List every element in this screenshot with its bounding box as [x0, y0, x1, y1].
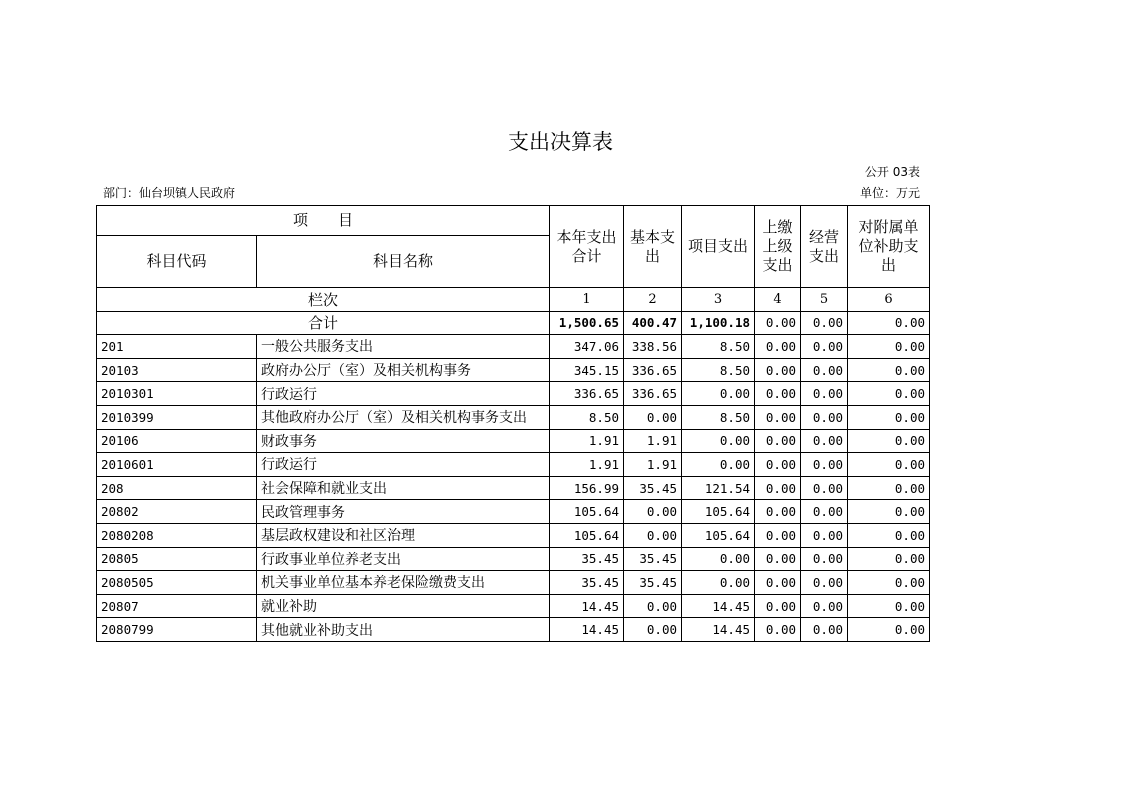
subject-code-cell: 208 — [97, 476, 257, 500]
amount-cell: 0.00 — [848, 547, 930, 571]
amount-cell: 14.45 — [550, 618, 624, 642]
amount-cell: 0.00 — [801, 500, 848, 524]
amount-cell: 8.50 — [550, 405, 624, 429]
table-row — [97, 618, 930, 642]
amount-cell: 35.45 — [624, 571, 682, 595]
index-cell: 2 — [624, 288, 682, 312]
subject-name-cell: 基层政权建设和社区治理 — [257, 523, 550, 547]
amount-cell: 0.00 — [848, 618, 930, 642]
amount-cell: 35.45 — [550, 571, 624, 595]
amount-cell: 0.00 — [755, 523, 801, 547]
amount-cell: 1.91 — [550, 453, 624, 477]
subject-name-cell: 社会保障和就业支出 — [257, 476, 550, 500]
total-cell: 1,100.18 — [682, 311, 755, 335]
subject-code-cell: 20802 — [97, 500, 257, 524]
subject-code-cell: 20805 — [97, 547, 257, 571]
amount-cell: 0.00 — [755, 405, 801, 429]
amount-cell: 338.56 — [624, 335, 682, 359]
amount-cell: 14.45 — [550, 594, 624, 618]
header-business-expenditure: 经营支出 — [801, 206, 848, 288]
subject-name-cell: 就业补助 — [257, 594, 550, 618]
header-project: 项 目 — [97, 206, 550, 236]
header-subject-code: 科目代码 — [97, 236, 257, 288]
form-number: 公开 03表 — [864, 165, 920, 179]
subject-name-cell: 一般公共服务支出 — [257, 335, 550, 359]
index-cell: 1 — [550, 288, 624, 312]
amount-cell: 347.06 — [550, 335, 624, 359]
subject-name-cell: 其他就业补助支出 — [257, 618, 550, 642]
amount-cell: 105.64 — [682, 523, 755, 547]
index-cell: 3 — [682, 288, 755, 312]
subject-code-cell: 2010301 — [97, 382, 257, 406]
total-cell: 400.47 — [624, 311, 682, 335]
amount-cell: 8.50 — [682, 358, 755, 382]
amount-cell: 0.00 — [801, 594, 848, 618]
subject-name-cell: 机关事业单位基本养老保险缴费支出 — [257, 571, 550, 595]
header-remit-superior: 上缴上级支出 — [755, 206, 801, 288]
amount-cell: 345.15 — [550, 358, 624, 382]
amount-cell: 0.00 — [848, 429, 930, 453]
amount-cell: 0.00 — [755, 476, 801, 500]
amount-cell: 0.00 — [801, 335, 848, 359]
index-cell: 6 — [848, 288, 930, 312]
amount-cell: 0.00 — [848, 453, 930, 477]
total-cell: 0.00 — [848, 311, 930, 335]
total-cell: 1,500.65 — [550, 311, 624, 335]
index-label: 栏次 — [97, 288, 550, 312]
subject-name-cell: 政府办公厅（室）及相关机构事务 — [257, 358, 550, 382]
amount-cell: 14.45 — [682, 594, 755, 618]
amount-cell: 0.00 — [755, 382, 801, 406]
subject-name-cell: 民政管理事务 — [257, 500, 550, 524]
subject-code-cell: 20103 — [97, 358, 257, 382]
table-row — [97, 429, 930, 453]
table-row — [97, 405, 930, 429]
amount-cell: 0.00 — [848, 571, 930, 595]
amount-cell: 0.00 — [801, 571, 848, 595]
amount-cell: 0.00 — [848, 594, 930, 618]
table-body — [97, 288, 930, 642]
amount-cell: 105.64 — [550, 500, 624, 524]
amount-cell: 35.45 — [624, 476, 682, 500]
amount-cell: 0.00 — [755, 594, 801, 618]
amount-cell: 0.00 — [801, 523, 848, 547]
index-cell: 5 — [801, 288, 848, 312]
amount-cell: 0.00 — [755, 335, 801, 359]
table-row — [97, 358, 930, 382]
table-row — [97, 500, 930, 524]
amount-cell: 0.00 — [624, 500, 682, 524]
subject-code-cell: 2080208 — [97, 523, 257, 547]
header-subsidiary-subsidy: 对附属单位补助支出 — [848, 206, 930, 288]
subject-code-cell: 2010399 — [97, 405, 257, 429]
amount-cell: 0.00 — [624, 523, 682, 547]
document-title: 支出决算表 — [508, 130, 613, 154]
table-row — [97, 335, 930, 359]
amount-cell: 121.54 — [682, 476, 755, 500]
amount-cell: 0.00 — [801, 547, 848, 571]
amount-cell: 0.00 — [801, 382, 848, 406]
amount-cell: 0.00 — [848, 335, 930, 359]
table-row — [97, 547, 930, 571]
amount-cell: 0.00 — [801, 618, 848, 642]
table-row — [97, 453, 930, 477]
amount-cell: 0.00 — [755, 618, 801, 642]
amount-cell: 336.65 — [550, 382, 624, 406]
amount-cell: 0.00 — [624, 594, 682, 618]
amount-cell: 0.00 — [755, 453, 801, 477]
amount-cell: 0.00 — [848, 382, 930, 406]
total-label: 合计 — [97, 311, 550, 335]
amount-cell: 0.00 — [848, 476, 930, 500]
table-row — [97, 382, 930, 406]
amount-cell: 14.45 — [682, 618, 755, 642]
amount-cell: 0.00 — [682, 453, 755, 477]
amount-cell: 0.00 — [801, 453, 848, 477]
subject-name-cell: 行政运行 — [257, 453, 550, 477]
header-subject-name: 科目名称 — [257, 236, 550, 288]
amount-cell: 0.00 — [848, 523, 930, 547]
amount-cell: 105.64 — [682, 500, 755, 524]
total-row — [97, 311, 930, 335]
amount-cell: 1.91 — [550, 429, 624, 453]
table-row — [97, 523, 930, 547]
subject-name-cell: 行政运行 — [257, 382, 550, 406]
header-basic-expenditure: 基本支出 — [624, 206, 682, 288]
amount-cell: 336.65 — [624, 382, 682, 406]
table-row — [97, 476, 930, 500]
amount-cell: 0.00 — [848, 358, 930, 382]
amount-cell: 35.45 — [624, 547, 682, 571]
amount-cell: 0.00 — [801, 405, 848, 429]
subject-code-cell: 2010601 — [97, 453, 257, 477]
subject-code-cell: 2080799 — [97, 618, 257, 642]
subject-name-cell: 财政事务 — [257, 429, 550, 453]
amount-cell: 0.00 — [682, 571, 755, 595]
total-cell: 0.00 — [755, 311, 801, 335]
subject-code-cell: 201 — [97, 335, 257, 359]
subject-code-cell: 20807 — [97, 594, 257, 618]
expenditure-table — [96, 205, 930, 642]
unit-label: 单位：万元 — [859, 186, 920, 200]
amount-cell: 35.45 — [550, 547, 624, 571]
amount-cell: 1.91 — [624, 429, 682, 453]
total-cell: 0.00 — [801, 311, 848, 335]
amount-cell: 8.50 — [682, 335, 755, 359]
amount-cell: 1.91 — [624, 453, 682, 477]
amount-cell: 0.00 — [801, 429, 848, 453]
table-row — [97, 571, 930, 595]
amount-cell: 105.64 — [550, 523, 624, 547]
header-total-expenditure: 本年支出合计 — [550, 206, 624, 288]
amount-cell: 0.00 — [801, 358, 848, 382]
amount-cell: 0.00 — [755, 500, 801, 524]
amount-cell: 0.00 — [682, 382, 755, 406]
amount-cell: 0.00 — [755, 571, 801, 595]
subject-code-cell: 2080505 — [97, 571, 257, 595]
amount-cell: 156.99 — [550, 476, 624, 500]
table-row — [97, 594, 930, 618]
amount-cell: 336.65 — [624, 358, 682, 382]
department-label: 部门：仙台坝镇人民政府 — [103, 186, 236, 200]
subject-name-cell: 行政事业单位养老支出 — [257, 547, 550, 571]
subject-name-cell: 其他政府办公厅（室）及相关机构事务支出 — [257, 405, 550, 429]
index-row — [97, 288, 930, 312]
amount-cell: 0.00 — [755, 429, 801, 453]
subject-code-cell: 20106 — [97, 429, 257, 453]
amount-cell: 0.00 — [624, 405, 682, 429]
amount-cell: 0.00 — [682, 547, 755, 571]
amount-cell: 8.50 — [682, 405, 755, 429]
amount-cell: 0.00 — [755, 358, 801, 382]
header-project-expenditure: 项目支出 — [682, 206, 755, 288]
amount-cell: 0.00 — [682, 429, 755, 453]
index-cell: 4 — [755, 288, 801, 312]
amount-cell: 0.00 — [755, 547, 801, 571]
amount-cell: 0.00 — [624, 618, 682, 642]
amount-cell: 0.00 — [801, 476, 848, 500]
amount-cell: 0.00 — [848, 500, 930, 524]
amount-cell: 0.00 — [848, 405, 930, 429]
